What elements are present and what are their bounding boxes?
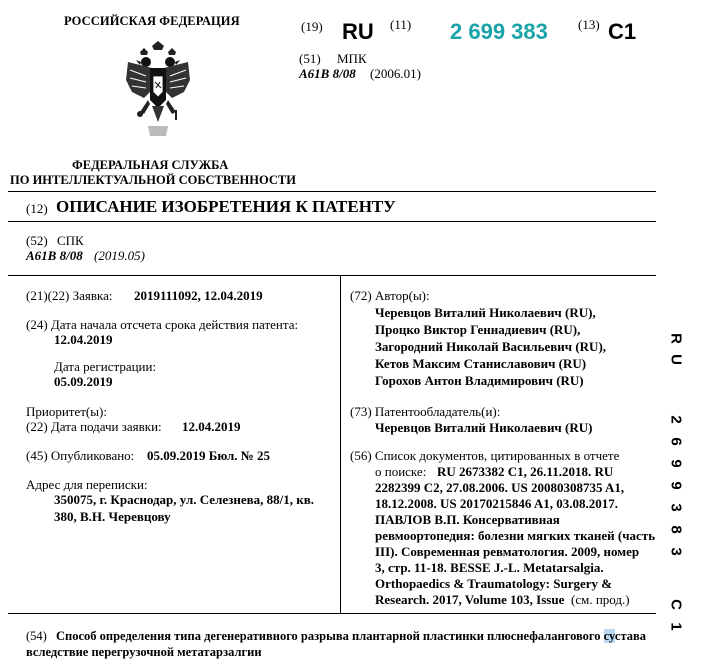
holder-label: (73) Патентообладатель(и): (350, 404, 501, 419)
side-code-glyph: 3 (667, 547, 685, 556)
patent-number: 2 699 383 (450, 19, 548, 44)
side-code-glyph: 1 (667, 622, 685, 631)
holder-value: Черевцов Виталий Николаевич (RU) (375, 420, 593, 435)
cited-doc-line: 3, стр. 11-18. BESSE J.-L. Metatarsalgia. (375, 560, 604, 575)
cited-doc-line: Orthopaedics & Traumatology: Surgery & (375, 576, 613, 591)
invention-title-part: става (614, 629, 647, 643)
divider-main (8, 275, 656, 276)
mpk-year: (2006.01) (370, 66, 421, 81)
code-12: (12) (26, 201, 48, 216)
country-code: RU (342, 19, 374, 44)
cited-docs-label-1: (56) Список документов, цитированных в отчете (350, 448, 620, 463)
column-divider (340, 275, 341, 613)
side-code-glyph: 9 (667, 459, 685, 468)
cited-doc-line: ревмоортопедия: болезни мягких тканей (часть (375, 528, 656, 543)
divider-title (8, 221, 656, 222)
code-11: (11) (390, 17, 412, 32)
side-code-glyph: 3 (667, 503, 685, 512)
code-13: (13) (578, 17, 600, 32)
continued-note: (см. прод.) (571, 592, 630, 607)
side-code-glyph: U (667, 354, 685, 365)
invention-title-part: Способ определения типа дегенеративного разрыва плантарной пластинки плюснефалангового (56, 629, 604, 643)
address-line2: 380, В.Н. Черевцову (54, 509, 171, 524)
spk-year: (2019.05) (94, 248, 145, 263)
coat-of-arms-emblem (122, 40, 194, 140)
application-value: 2019111092, 12.04.2019 (134, 288, 263, 303)
filing-date-label: (22) Дата подачи заявки: (26, 419, 162, 434)
code-51: (51) (299, 51, 321, 66)
cited-doc-line: III). Современная ревматология. 2009, номер (375, 544, 640, 559)
kind-code: C1 (608, 19, 637, 44)
term-start-value: 12.04.2019 (54, 332, 113, 347)
application-label: (21)(22) Заявка: (26, 288, 113, 303)
author-4: Кетов Максим Станиславович (RU) (375, 356, 587, 371)
published-value: 05.09.2019 Бюл. № 25 (147, 448, 271, 463)
side-code-glyph: 2 (667, 415, 685, 424)
side-code-glyph: C (667, 599, 685, 610)
mpk-code: A61B 8/08 (299, 66, 356, 81)
cited-doc-line: ПАВЛОВ В.П. Консервативная (375, 512, 560, 527)
divider-bottom (8, 613, 656, 614)
published-label: (45) Опубликовано: (26, 448, 135, 463)
registration-value: 05.09.2019 (54, 374, 113, 389)
side-code-glyph: 8 (667, 525, 685, 534)
author-3: Загородний Николай Васильевич (RU), (375, 339, 607, 354)
cited-doc-line: 2282399 C2, 27.08.2006. US 20080308735 A1, (375, 480, 625, 495)
term-start-label: (24) Дата начала отсчета срока действия патента: (26, 317, 299, 332)
filing-date-value: 12.04.2019 (182, 419, 241, 434)
code-19: (19) (301, 19, 323, 34)
spk-code: A61B 8/08 (26, 248, 83, 263)
author-1: Черевцов Виталий Николаевич (RU), (375, 305, 596, 320)
author-2: Процко Виктор Геннадиевич (RU), (375, 322, 581, 337)
agency-name-line1: ФЕДЕРАЛЬНАЯ СЛУЖБА (72, 158, 229, 172)
registration-label: Дата регистрации: (54, 359, 157, 374)
side-code-glyph: 6 (667, 437, 685, 446)
agency-name-line2: ПО ИНТЕЛЛЕКТУАЛЬНОЙ СОБСТВЕННОСТИ (10, 173, 296, 187)
spk-label: СПК (57, 233, 84, 248)
divider-top (8, 191, 656, 192)
country-name: РОССИЙСКАЯ ФЕДЕРАЦИЯ (64, 14, 240, 28)
address-line1: 350075, г. Краснодар, ул. Селезнева, 88/1, кв. (54, 492, 315, 507)
double-headed-eagle-icon (122, 40, 194, 140)
mpk-label: МПК (337, 51, 367, 66)
cited-doc-line: RU 2673382 C1, 26.11.2018. RU (437, 464, 614, 479)
code-52: (52) (26, 233, 48, 248)
invention-title-line1 (56, 628, 646, 644)
cited-doc-line: 18.12.2008. US 20170215846 A1, 03.08.2017. (375, 496, 619, 511)
author-5: Горохов Антон Владимирович (RU) (375, 373, 584, 388)
cited-doc-line: Research. 2017, Volume 103, Issue (375, 592, 565, 607)
selected-text-highlight: су (603, 629, 615, 643)
authors-label: (72) Автор(ы): (350, 288, 430, 303)
invention-title-line2: вследствие перегрузочной метатарзалгии (26, 645, 262, 659)
document-title: ОПИСАНИЕ ИЗОБРЕТЕНИЯ К ПАТЕНТУ (56, 197, 396, 216)
side-code-glyph: 9 (667, 481, 685, 490)
side-code-glyph: R (667, 333, 685, 344)
priority-label: Приоритет(ы): (26, 404, 107, 419)
code-54: (54) (26, 629, 47, 643)
address-label: Адрес для переписки: (26, 477, 148, 492)
cited-docs-label-2: о поиске: (375, 464, 427, 479)
